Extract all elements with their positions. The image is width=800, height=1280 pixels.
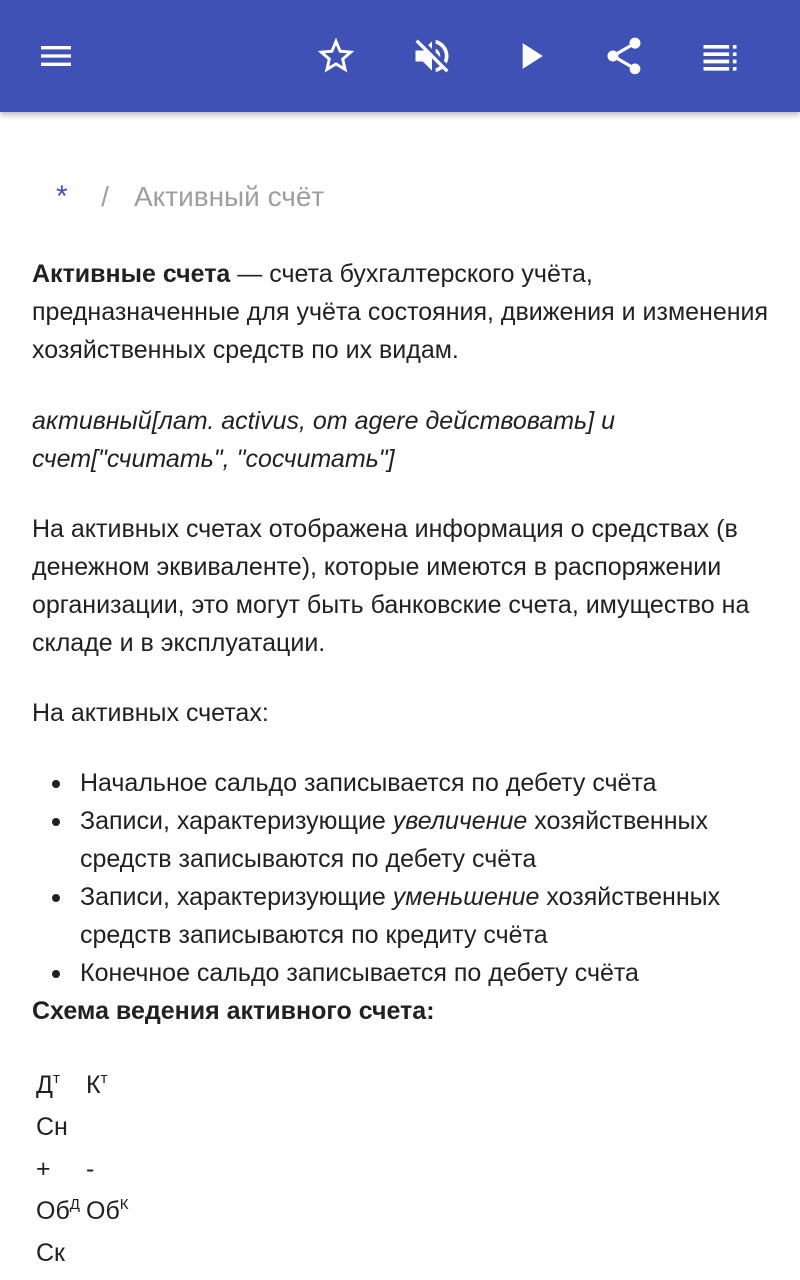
list-item: Начальное сальдо записывается по дебету счёта [32,764,772,802]
play-icon [508,34,552,78]
rules-list [32,764,772,992]
menu-icon [36,36,76,76]
bookmark-button[interactable] [304,24,368,88]
contents-button[interactable] [688,24,752,88]
breadcrumb-current: Активный счёт [134,181,325,212]
playlist-icon [698,34,742,78]
list-item: Записи, характеризующие увеличение хозяйственных средств записываются по дебету счёта [32,802,772,878]
share-button[interactable] [592,24,656,88]
description-paragraph: На активных счетах отображена информация о средствах (в денежном эквиваленте), которые имеются в распоряжении организации, это могут быть банковские счета, имущество на складе и в эксплуатации. [32,515,750,657]
schema-title: Схема ведения активного счета: [32,997,435,1025]
menu-button[interactable] [24,24,88,88]
volume-off-icon [410,34,454,78]
list-item: Конечное сальдо записывается по дебету счёта [32,954,772,992]
term-bold: Активные счета [32,260,231,288]
breadcrumb [56,180,324,214]
app-bar [0,0,800,112]
play-button[interactable] [498,24,562,88]
breadcrumb-home[interactable]: * [56,180,68,213]
list-item: Записи, характеризующие уменьшение хозяйственных средств записываются по кредиту счёта [32,878,772,954]
share-icon [602,34,646,78]
intro-text: — счета бухгалтерского учёта, предназначенные для учёта состояния, движения и изменения хозяйственных средств по их видам. [32,260,769,364]
etymology-paragraph: активный[лат. activus, от agere действовать] и счет["считать", "сосчитать"] [32,407,615,473]
breadcrumb-separator: / [101,181,109,212]
mute-button[interactable] [400,24,464,88]
star-outline-icon [314,34,358,78]
intro-paragraph [32,255,772,369]
list-intro: На активных счетах: [32,699,269,727]
